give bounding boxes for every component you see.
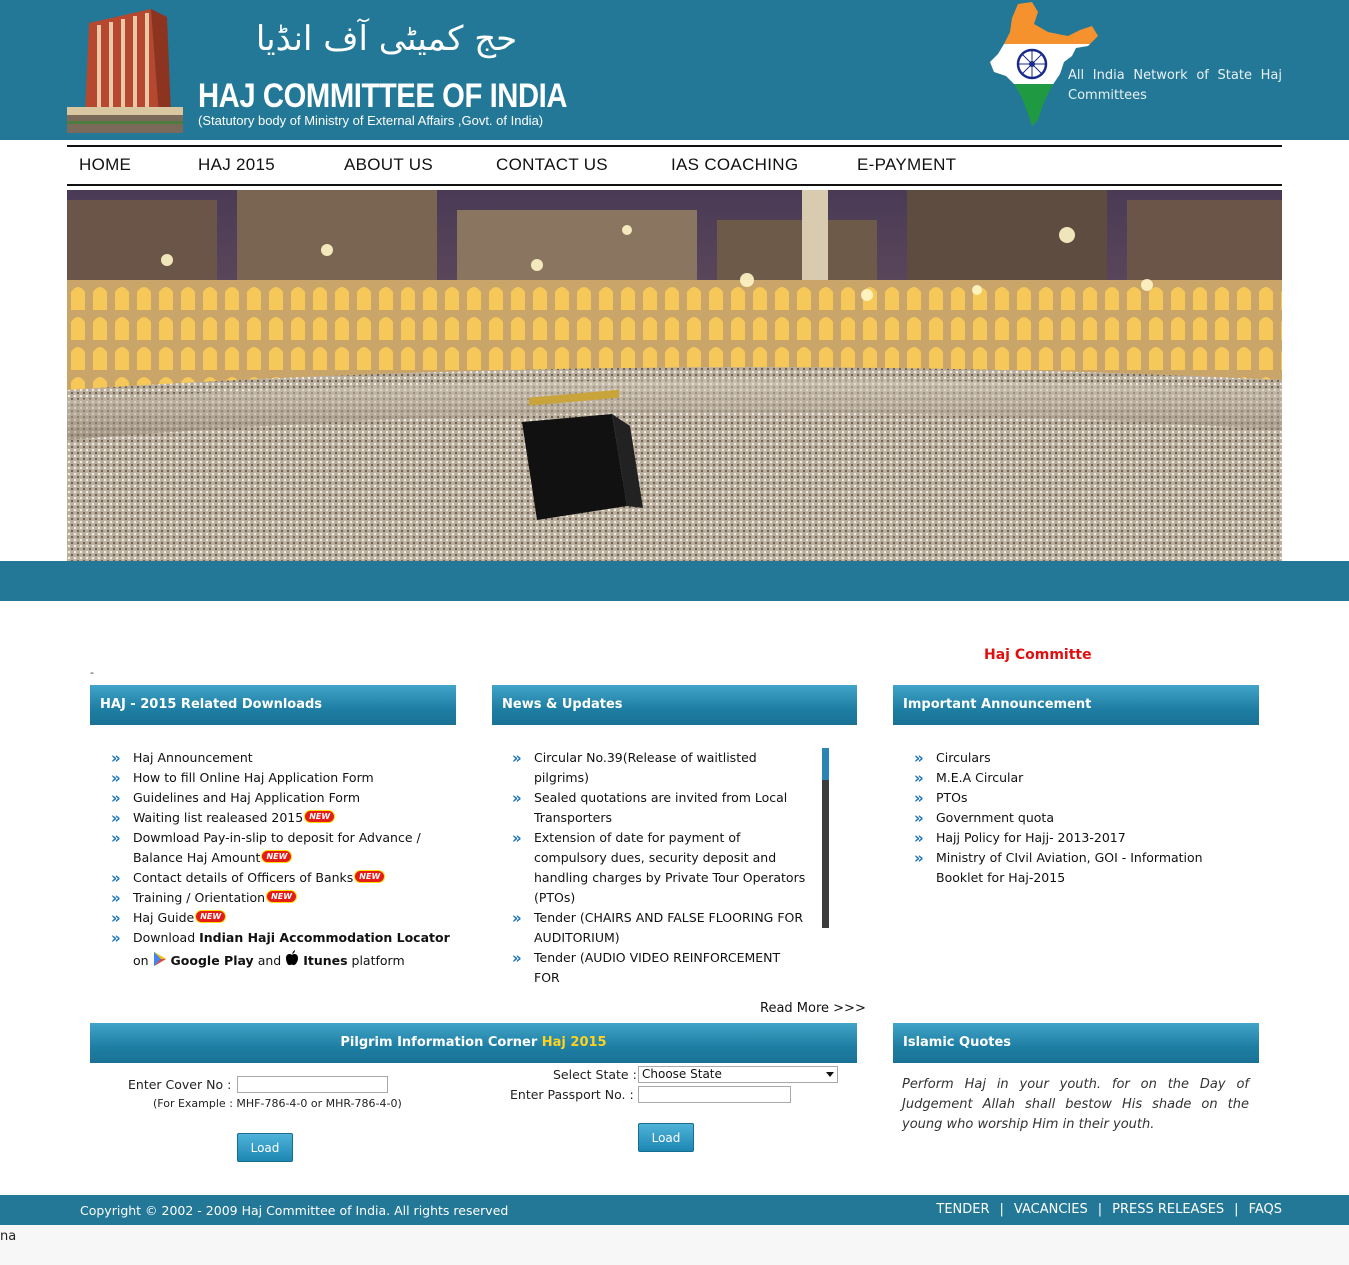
- chevron-icon: »: [914, 829, 921, 847]
- list-item[interactable]: » Dowmload Pay-in-slip to deposit for Advance / Balance Haj Amount NEW: [111, 829, 421, 865]
- list-item[interactable]: » Circulars: [914, 749, 991, 767]
- list-item[interactable]: » Circular No.39(Release of waitlisted pilgrims): [512, 749, 757, 785]
- load-cover-button[interactable]: Load: [237, 1133, 293, 1162]
- nav-contact-us[interactable]: CONTACT US: [496, 155, 608, 174]
- list-item[interactable]: » Hajj Policy for Hajj- 2013-2017: [914, 829, 1126, 847]
- list-item[interactable]: » Tender (CHAIRS AND FALSE FLOORING FOR AUDITORIUM): [512, 909, 804, 945]
- footer-link-vacancies[interactable]: VACANCIES: [1013, 1202, 1088, 1217]
- new-badge: NEW: [195, 910, 226, 923]
- nav-haj-2015[interactable]: HAJ 2015: [198, 155, 276, 174]
- islamic-quote: Perform Haj in your youth. for on the Day of Judgement Allah shall bestow His shade on the young who worship Him in their youth.: [902, 1077, 1249, 1132]
- chevron-icon: »: [111, 749, 118, 767]
- list-item[interactable]: » Ministry of CIvil Aviation, GOI - Information Booklet for Haj-2015: [914, 849, 1203, 885]
- site-subtitle: (Statutory body of Ministry of External Affairs ,Govt. of India): [198, 113, 544, 128]
- chevron-icon: »: [914, 849, 921, 867]
- google-play-link[interactable]: Google Play: [170, 953, 254, 968]
- passport-label: Enter Passport No. :: [510, 1087, 634, 1102]
- list-item[interactable]: » Haj Announcement: [111, 749, 253, 767]
- chevron-icon: »: [914, 789, 921, 807]
- list-item[interactable]: » M.E.A Circular: [914, 769, 1024, 787]
- state-select[interactable]: Choose State: [638, 1066, 838, 1083]
- new-badge: NEW: [261, 850, 292, 863]
- chevron-icon: »: [111, 929, 118, 947]
- quotes-panel-title: Islamic Quotes: [893, 1023, 1259, 1063]
- news-list: [512, 748, 807, 988]
- chevron-icon: »: [111, 869, 118, 887]
- new-badge: NEW: [266, 890, 297, 903]
- news-scroll-area[interactable]: [512, 748, 830, 985]
- chevron-down-icon: [826, 1072, 834, 1077]
- state-label: Select State :: [553, 1067, 637, 1082]
- copyright-text: Copyright © 2002 - 2009 Haj Committee of India. All rights reserved: [80, 1203, 509, 1218]
- announcement-panel-title: Important Announcement: [893, 685, 1259, 725]
- cover-no-input[interactable]: [237, 1076, 388, 1093]
- list-item[interactable]: » PTOs: [914, 789, 968, 807]
- chevron-icon: »: [111, 829, 118, 847]
- kaaba-banner-image: [67, 190, 1282, 561]
- scrolling-marquee: Haj Committe: [984, 647, 1092, 663]
- site-title: HAJ COMMITTEE OF INDIA: [198, 77, 568, 115]
- chevron-icon: »: [512, 829, 519, 847]
- list-item[interactable]: » Guidelines and Haj Application Form: [111, 789, 361, 807]
- pilgrim-panel-title: Pilgrim Information Corner Haj 2015: [90, 1023, 857, 1063]
- nav-about-us[interactable]: ABOUT US: [344, 155, 433, 174]
- chevron-icon: »: [512, 909, 519, 927]
- list-item[interactable]: » Haj Guide NEW: [111, 908, 451, 928]
- cover-no-label: Enter Cover No :: [128, 1077, 232, 1092]
- list-item[interactable]: » Contact details of Officers of Banks NEW: [111, 868, 451, 888]
- new-badge: NEW: [354, 870, 385, 883]
- downloads-panel-title: HAJ - 2015 Related Downloads: [90, 685, 456, 725]
- chevron-icon: »: [914, 749, 921, 767]
- google-play-icon[interactable]: [153, 951, 167, 967]
- urdu-title: حج کمیٹی آف انڈیا: [255, 19, 518, 59]
- cover-no-hint: (For Example : MHF-786-4-0 or MHR-786-4-0): [153, 1097, 402, 1110]
- chevron-icon: »: [914, 769, 921, 787]
- locator-item: » Download Indian Haji Accommodation Locator on Google Play and Itunes platform: [111, 929, 450, 968]
- chevron-icon: »: [111, 809, 118, 827]
- chevron-icon: »: [111, 909, 118, 927]
- chevron-icon: »: [111, 789, 118, 807]
- dash-text: -: [90, 666, 94, 679]
- apple-icon[interactable]: [285, 950, 299, 966]
- chevron-icon: »: [914, 809, 921, 827]
- list-item[interactable]: » Tender (AUDIO VIDEO REINFORCEMENT FOR: [512, 949, 781, 985]
- news-panel-title: News & Updates: [492, 685, 857, 725]
- list-item[interactable]: » Training / Orientation NEW: [111, 888, 451, 908]
- footer-link-faqs[interactable]: FAQS: [1248, 1202, 1282, 1217]
- hero-banner: [67, 190, 1282, 561]
- site-header: [0, 0, 1349, 140]
- announcement-list: [914, 748, 1244, 888]
- footer-links: TENDER | VACANCIES | PRESS RELEASES | FAQS: [936, 1202, 1282, 1217]
- footer-link-tender[interactable]: TENDER: [936, 1202, 990, 1217]
- page-bottom: [0, 1225, 1349, 1265]
- list-item[interactable]: » Waiting list realeased 2015 NEW: [111, 808, 451, 828]
- chevron-icon: »: [111, 889, 118, 907]
- footer-link-press-releases[interactable]: PRESS RELEASES: [1112, 1202, 1225, 1217]
- chevron-icon: »: [512, 949, 519, 967]
- list-item[interactable]: » How to fill Online Haj Application Form: [111, 769, 374, 787]
- read-more-link[interactable]: Read More >>>: [760, 1001, 866, 1016]
- chevron-icon: »: [512, 789, 519, 807]
- list-item[interactable]: » Government quota: [914, 809, 1054, 827]
- site-footer: [0, 1195, 1349, 1225]
- nav-e-payment[interactable]: E-PAYMENT: [857, 155, 957, 174]
- news-scrollbar[interactable]: [822, 748, 829, 928]
- list-item[interactable]: » Extension of date for payment of compulsory dues, security deposit and handling charges by Private Tour Operators (PTOs): [512, 829, 806, 905]
- new-badge: NEW: [304, 810, 335, 823]
- nav-home[interactable]: HOME: [79, 155, 132, 174]
- nav-ias-coaching[interactable]: IAS COACHING: [671, 155, 799, 174]
- main-nav: [67, 145, 1282, 186]
- list-item[interactable]: » Sealed quotations are invited from Local Transporters: [512, 789, 788, 825]
- downloads-list: [111, 748, 451, 974]
- chevron-icon: »: [512, 749, 519, 767]
- locator-link[interactable]: Indian Haji Accommodation Locator: [199, 930, 450, 945]
- state-network-link[interactable]: All India Network of State Haj Committees: [1068, 68, 1282, 103]
- bottom-note: na: [0, 1229, 17, 1244]
- banner-strip: [0, 561, 1349, 601]
- tower-logo-icon: [67, 3, 183, 133]
- chevron-icon: »: [111, 769, 118, 787]
- india-map-icon[interactable]: [988, 2, 1100, 126]
- scrollbar-thumb[interactable]: [822, 748, 829, 780]
- passport-input[interactable]: [638, 1086, 791, 1103]
- load-passport-button[interactable]: Load: [638, 1123, 694, 1152]
- itunes-link[interactable]: Itunes: [303, 953, 348, 968]
